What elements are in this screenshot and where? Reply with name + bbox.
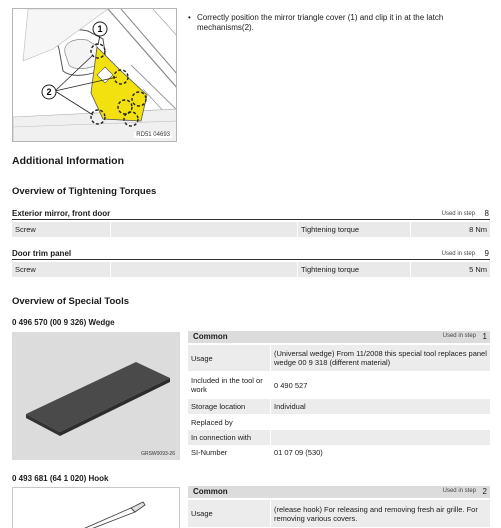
property-value: Individual [270, 399, 490, 414]
property-label: Storage location [191, 402, 246, 411]
torque-spacer [111, 262, 297, 277]
torque-label: Tightening torque [298, 222, 410, 237]
tool-title: 0 493 681 (64 1 020) Hook [12, 474, 109, 483]
instruction-step [188, 13, 488, 33]
torque-label: Tightening torque [298, 262, 410, 277]
panel-title: Common [193, 332, 228, 341]
tool-title: 0 496 570 (00 9 326) Wedge [12, 318, 115, 327]
tool-property-row [188, 372, 490, 398]
wedge-icon [12, 332, 180, 460]
hook-tool-image [12, 487, 180, 528]
torque-group-title: Door trim panel [12, 249, 72, 258]
property-value [270, 430, 490, 445]
used-in-step-label: Used in step [441, 251, 475, 257]
tool-property-row [188, 345, 490, 371]
hook-icon [13, 488, 180, 528]
torque-group-title: Exterior mirror, front door [12, 209, 111, 218]
bullet-glyph: • [188, 13, 191, 22]
property-label: Replaced by [191, 418, 233, 427]
property-label: SI-Number [191, 448, 228, 457]
property-value: 0 490 527 [270, 372, 490, 398]
mirror-cover-illustration [12, 8, 177, 142]
torque-spacer [111, 222, 297, 237]
property-value [270, 415, 490, 430]
figure-image-id: RD51 04693 [136, 132, 170, 138]
used-in-step-label: Used in step [442, 488, 476, 494]
tool-property-row [188, 500, 490, 527]
step-number: 2 [482, 487, 487, 496]
divider [12, 259, 490, 260]
panel-title: Common [193, 487, 228, 496]
tool-panel-header [188, 331, 490, 343]
additional-info-heading: Additional Information [12, 155, 124, 167]
torque-part: Screw [12, 262, 110, 277]
divider [12, 219, 490, 220]
torques-heading: Overview of Tightening Torques [12, 186, 157, 197]
torque-row [12, 222, 490, 237]
step-number: 8 [484, 209, 489, 218]
tool-panel-header [188, 486, 490, 498]
torque-part: Screw [12, 222, 110, 237]
callout-2-label: 2 [46, 87, 52, 97]
property-value: (Universal wedge) From 11/2008 this special tool replaces panel wedge 00 9 318 (different material) [270, 345, 490, 371]
property-label: In connection with [191, 433, 252, 442]
mirror-diagram [13, 9, 177, 142]
torque-value: 8 Nm [411, 222, 490, 237]
torque-value: 5 Nm [411, 262, 490, 277]
used-in-step-label: Used in step [441, 211, 475, 217]
step-number: 9 [484, 249, 489, 258]
property-label: Usage [191, 353, 213, 363]
tool-property-row [188, 445, 490, 460]
callout-1-label: 1 [97, 24, 103, 34]
property-label: Included in the tool or work [191, 376, 263, 394]
tool-property-row [188, 399, 490, 414]
torque-row [12, 262, 490, 277]
step-number: 1 [482, 332, 487, 341]
tool-property-row [188, 415, 490, 430]
special-tools-heading: Overview of Special Tools [12, 296, 130, 307]
tool-image-id: GRSW0093-26 [141, 451, 175, 457]
property-value: (release hook) For releasing and removing fresh air grille. For removing various covers. [270, 500, 490, 527]
instruction-text: Correctly position the mirror triangle cover (1) and clip it in at the latch mechanisms(2). [197, 13, 444, 32]
tool-property-row [188, 430, 490, 445]
property-value: 01 07 09 (530) [270, 445, 490, 460]
property-label: Usage [191, 509, 213, 518]
wedge-tool-image [12, 332, 180, 460]
used-in-step-label: Used in step [442, 333, 476, 339]
